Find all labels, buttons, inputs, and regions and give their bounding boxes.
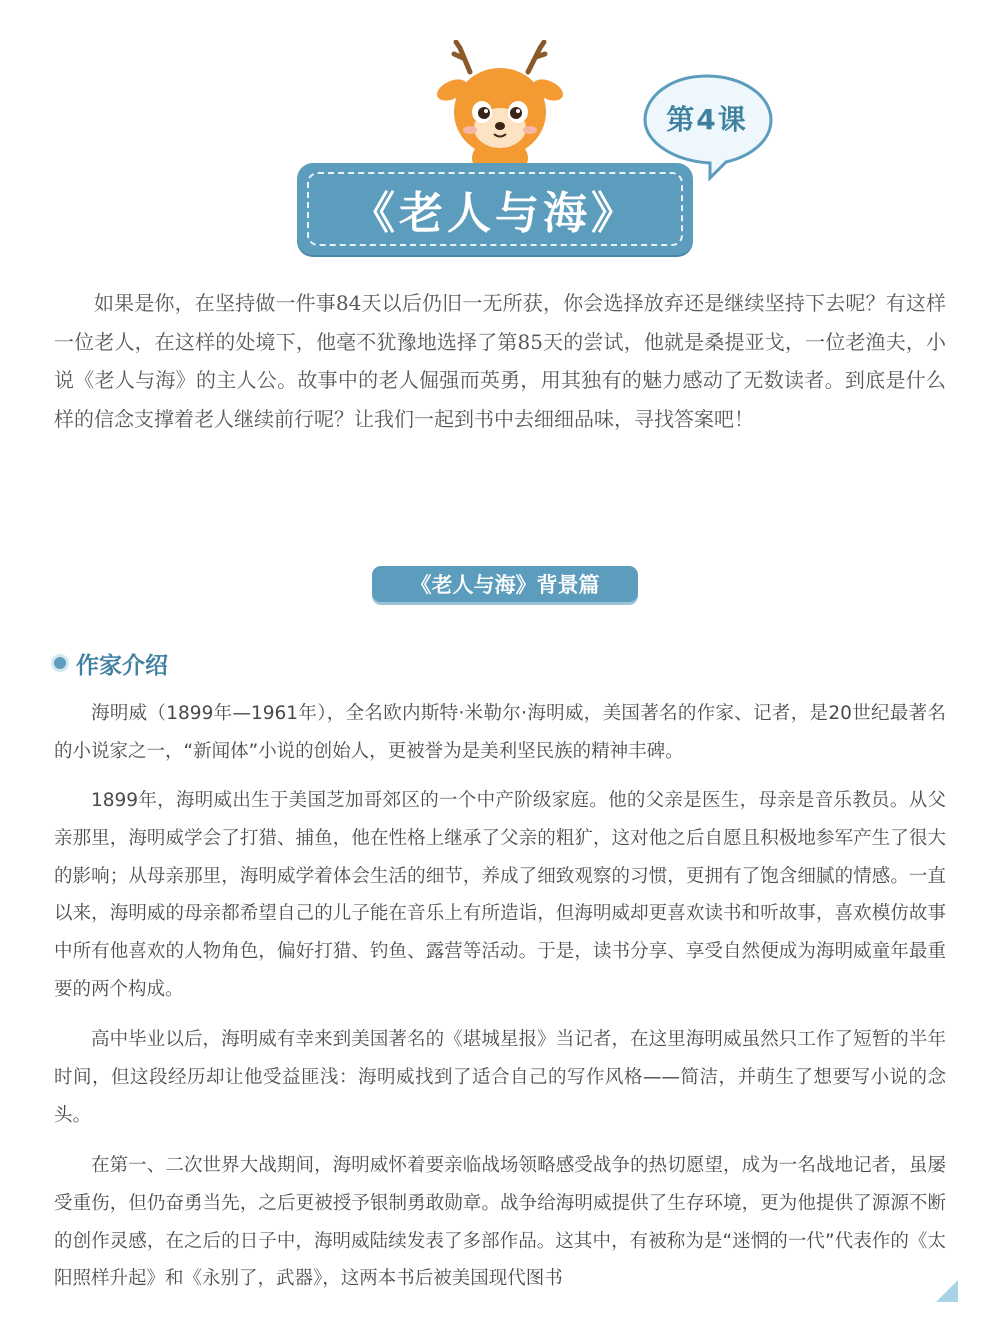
body-paragraph: 在第一、二次世界大战期间，海明威怀着要亲临战场领略感受战争的热切愿望，成为一名战地记者，虽屡受重伤，但仍奋勇当先，之后更被授予银制勇敢勋章。战争给海明威提供了生存环境，更为他提供了源源不断的创作灵感，在之后的日子中，海明威陆续发表了多部作品。这其中，有被称为是“迷惘的一代”代表作的《太阳照样升起》和《永别了，武器》，这两本书后被美国现代图书 <box>54 1155 946 1290</box>
body-paragraph: 1899年，海明威出生于美国芝加哥郊区的一个中产阶级家庭。他的父亲是医生，母亲是音乐教员。从父亲那里，海明威学会了打猎、捕鱼，他在性格上继承了父亲的粗犷，这对他之后自愿且积极地参军产生了很大的影响；从母亲那里，海明威学着体会生活的细节，养成了细致观察的习惯，更拥有了饱含细腻的情感。一直以来，海明威的母亲都希望自己的儿子能在音乐上有所造诣，但海明威却更喜欢读书和听故事，喜欢模仿故事中所有他喜欢的人物角色，偏好打猎、钓鱼、露营等活动。于是，读书分享、享受自然便成为海明威童年最重要的两个构成。 <box>54 790 946 1000</box>
body-paragraph: 海明威（1899年—1961年），全名欧内斯特·米勒尔·海明威，美国著名的作家、记者，是20世纪最著名的小说家之一，“新闻体”小说的创始人，更被誉为是美利坚民族的精神丰碑。 <box>54 703 946 762</box>
body-paragraph: 高中毕业以后，海明威有幸来到美国著名的《堪城星报》当记者，在这里海明威虽然只工作了短暂的半年时间，但这段经历却让他受益匪浅：海明威找到了适合自己的写作风格——简洁，并萌生了想要写小说的念头。 <box>54 1029 946 1126</box>
title-banner <box>297 163 693 255</box>
page-corner-icon <box>934 1280 958 1306</box>
intro-paragraph: 如果是你，在坚持做一件事84天以后仍旧一无所获，你会选择放弃还是继续坚持下去呢？有这样一位老人，在这样的处境下，他毫不犹豫地选择了第85天的尝试，他就是桑提亚戈，一位老渔夫，小说《老人与海》的主人公。故事中的老人倔强而英勇，用其独有的魅力感动了无数读者。到底是什么样的信念支撑着老人继续前行呢？让我们一起到书中去细细品味，寻找答案吧！ <box>54 291 946 431</box>
page-title: 《老人与海》 <box>351 188 639 239</box>
bullet-dot-icon <box>54 657 66 669</box>
author-heading-text: 作家介绍 <box>76 652 168 679</box>
lesson-number: 第4课 <box>666 103 748 136</box>
author-heading <box>54 648 168 678</box>
deer-mascot <box>430 40 580 175</box>
section-label: 《老人与海》背景篇 <box>372 566 638 602</box>
